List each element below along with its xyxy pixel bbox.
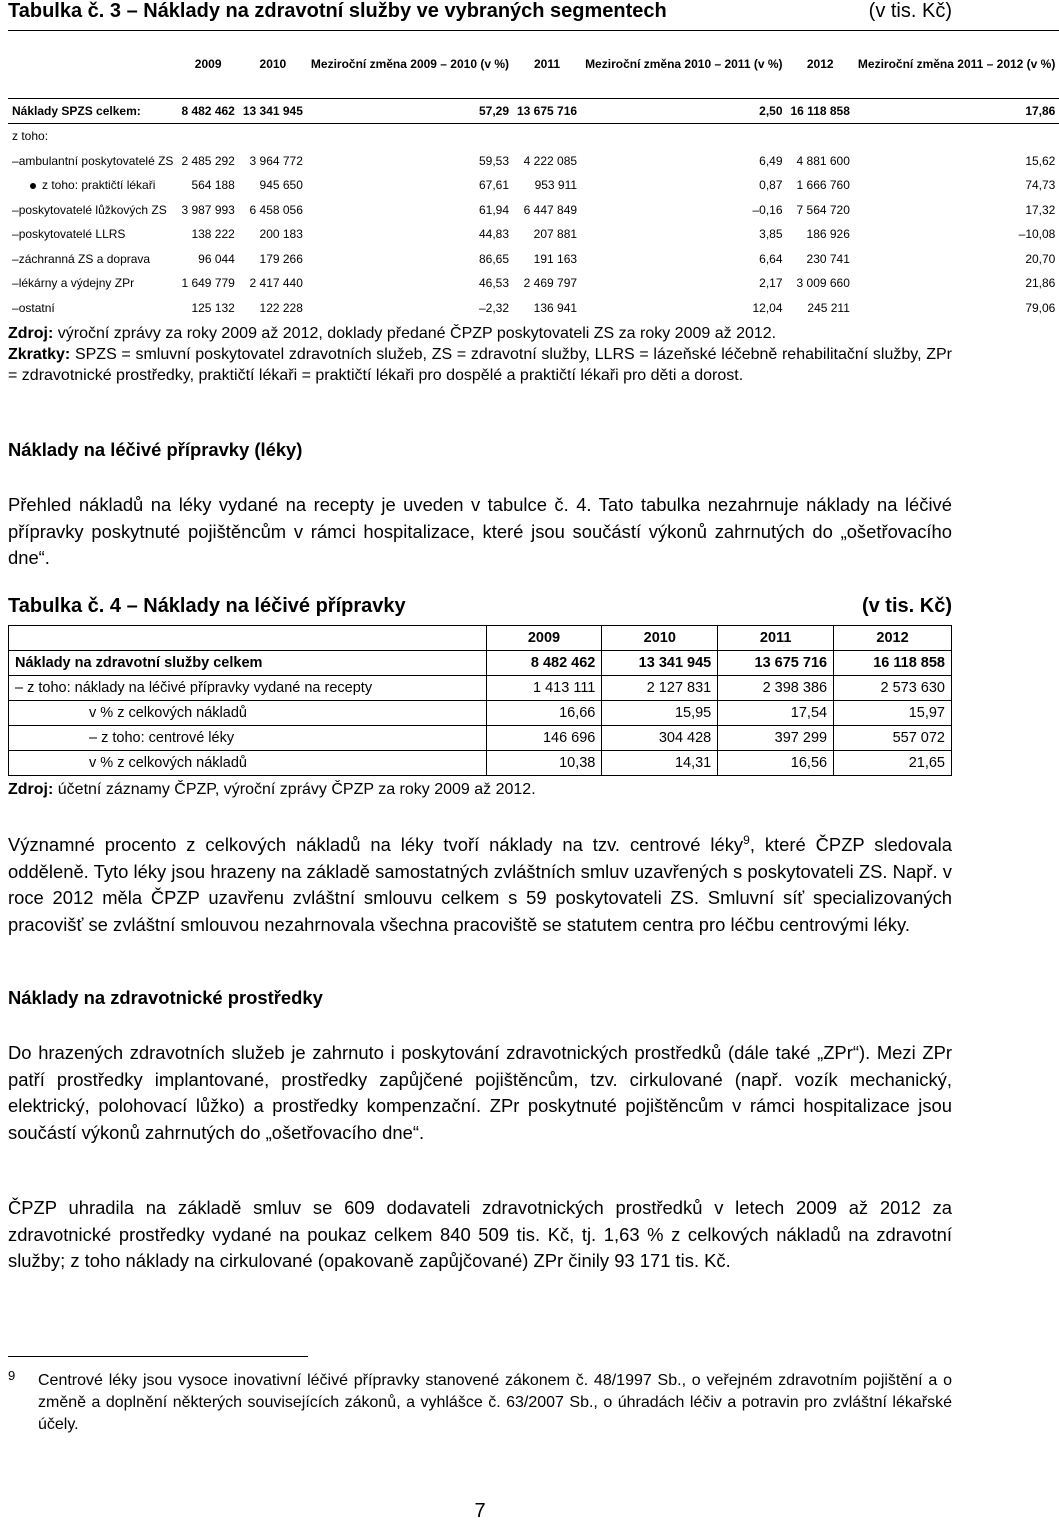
table3-header-cell: 2012 — [787, 31, 854, 99]
cell: 10,38 — [486, 751, 602, 776]
cell: 16,66 — [486, 701, 602, 726]
table-row — [9, 651, 952, 676]
table3-header-cell: 2009 — [177, 31, 238, 99]
cell: 46,53 — [478, 276, 509, 291]
row-label: v % z celkových nákladů — [9, 751, 487, 776]
paragraph-text: Významné procento z celkových nákladů na léky tvoří náklady na tzv. centrové léky — [8, 834, 744, 856]
table4-header-cell: 2009 — [486, 626, 602, 651]
table-row — [8, 222, 1059, 247]
section-heading-devices: Náklady na zdravotnické prostředky — [8, 987, 323, 1008]
cell: 21,65 — [834, 751, 952, 776]
cell: 17,54 — [718, 701, 834, 726]
cell: 16,56 — [718, 751, 834, 776]
row-label: – poskytovatelé LLRS — [12, 227, 125, 241]
source-text: výroční zprávy za roky 2009 až 2012, doklady předané ČPZP poskytovateli ZS za roky 2009 až 2012. — [57, 325, 777, 342]
page-number: 7 — [474, 1500, 486, 1522]
cell: 17,32 — [1025, 202, 1056, 217]
cell: 57,29 — [307, 99, 513, 124]
cell: 200 183 — [259, 227, 303, 242]
cell: 3 964 772 — [249, 153, 303, 168]
table3-title: Tabulka č. 3 – Náklady na zdravotní služby ve vybraných segmentech — [8, 0, 667, 22]
cell: 7 564 720 — [796, 202, 850, 217]
cell: 245 211 — [807, 300, 850, 315]
cell: 2 417 440 — [249, 276, 303, 291]
cell: 17,86 — [854, 99, 1059, 124]
cell: 4 881 600 — [796, 153, 850, 168]
cell: 74,73 — [1025, 178, 1056, 193]
table-row — [8, 198, 1059, 223]
cell: 1 649 779 — [181, 276, 235, 291]
section-heading-drugs: Náklady na léčivé přípravky (léky) — [8, 439, 303, 460]
table4-header-cell: 2012 — [834, 626, 952, 651]
table-row — [8, 173, 1059, 198]
cell: 0,87 — [759, 178, 783, 193]
table3-header-cell: Meziroční změna 2010 – 2011 (v %) — [581, 31, 786, 99]
table4-title: Tabulka č. 4 – Náklady na léčivé přípravky — [8, 595, 406, 617]
source-label: Zdroj: — [8, 325, 54, 342]
cell: 2 573 630 — [834, 676, 952, 701]
cell: 21,86 — [1025, 276, 1056, 291]
table3-header-cell: 2011 — [513, 31, 581, 99]
paragraph-devices-2: ČPZP uhradila na základě smluv se 609 dodavateli zdravotnických prostředků v letech 2009 až 2012 za zdravotnické prostředky vydané na poukaz celkem 840 509 tis. Kč, tj. 1,63 % z celkových nákladů na zdravotní služby; z toho náklady na cirkulované (opakovaně zapůjčované) ZPr činily 93 171 tis. Kč. — [8, 1197, 952, 1271]
table-row — [8, 149, 1059, 174]
cell: 14,31 — [602, 751, 718, 776]
table-row — [9, 701, 952, 726]
cell: 8 482 462 — [486, 651, 602, 676]
abbr-label: Zkratky: — [8, 346, 71, 363]
cell: 6 458 056 — [249, 202, 303, 217]
cell: 12,04 — [752, 300, 783, 315]
bullet-icon — [30, 183, 36, 189]
table3-caption — [8, 0, 952, 23]
cell: 15,95 — [602, 701, 718, 726]
table-row — [9, 751, 952, 776]
table3-total-row — [8, 99, 1059, 124]
cell: 13 675 716 — [513, 99, 581, 124]
cell: 397 299 — [718, 726, 834, 751]
cell: 13 341 945 — [239, 99, 307, 124]
table-row — [8, 247, 1059, 272]
table4-header-row — [9, 626, 952, 651]
cell: 44,83 — [478, 227, 509, 242]
cell: 15,97 — [834, 701, 952, 726]
table3-unit: (v tis. Kč) — [868, 0, 952, 22]
table3-source — [8, 323, 952, 386]
cell: 96 044 — [198, 251, 235, 266]
cell: 79,06 — [1025, 300, 1056, 315]
cell: 3 009 660 — [796, 276, 850, 291]
cell: 67,61 — [478, 178, 509, 193]
cell: 146 696 — [486, 726, 602, 751]
row-label: – lékárny a výdejny ZPr — [12, 276, 134, 290]
row-label: z toho: praktičtí lékaři — [42, 178, 156, 193]
table4-caption — [8, 595, 952, 618]
cell: 122 228 — [259, 300, 303, 315]
paragraph-central-drugs — [8, 827, 952, 938]
row-label: v % z celkových nákladů — [9, 701, 487, 726]
paragraph-drugs: Přehled nákladů na léky vydané na recepty je uveden v tabulce č. 4. Tato tabulka nezahrnuje náklady na léčivé přípravky poskytnuté pojištěncům v rámci hospitalizace, které jsou součástí výkonů zahrnutých do „ošetřovacího dne“. — [8, 494, 952, 568]
table-row — [9, 726, 952, 751]
cell: 138 222 — [191, 227, 235, 242]
cell: 945 650 — [259, 178, 303, 193]
cell: –2,32 — [478, 300, 509, 315]
cell: 125 132 — [191, 300, 235, 315]
cell: –10,08 — [1018, 227, 1056, 242]
table-row — [8, 296, 1059, 321]
table4 — [8, 625, 952, 776]
paragraph-devices-1: Do hrazených zdravotních služeb je zahrnuto i poskytování zdravotnických prostředků (dále také „ZPr“). Mezi ZPr patří prostředky implantované, prostředky zapůjčené pojištěncům, tzv. cirkulované (např. vozík mechanický, elektrický, polohovací lůžko) a prostředky kompenzační. ZPr poskytnuté pojištěncům v rámci hospitalizace jsou součástí výkonů zahrnutých do „ošetřovacího dne“. — [8, 1042, 952, 1143]
cell: 1 413 111 — [486, 676, 602, 701]
cell: 20,70 — [1025, 251, 1056, 266]
cell: 179 266 — [259, 251, 303, 266]
table4-unit: (v tis. Kč) — [861, 595, 952, 617]
footnote-ref: 9 — [743, 833, 750, 847]
table3-of-which-row — [8, 124, 1059, 149]
cell: 6,64 — [759, 251, 783, 266]
table4-source — [8, 779, 952, 800]
table3 — [8, 30, 1059, 320]
row-label: – záchranná ZS a doprava — [12, 252, 150, 266]
cell: 3 987 993 — [181, 202, 235, 217]
table4-header-cell: 2011 — [718, 626, 834, 651]
cell: 186 926 — [806, 227, 850, 242]
row-label: – z toho: centrové léky — [9, 726, 487, 751]
footnote-number: 9 — [8, 1368, 16, 1383]
cell: 16 118 858 — [787, 99, 854, 124]
cell: 8 482 462 — [177, 99, 238, 124]
of-which-label: z toho: — [8, 124, 1059, 149]
table3-header-cell: Meziroční změna 2011 – 2012 (v %) — [854, 31, 1059, 99]
cell: 564 188 — [191, 178, 235, 193]
row-label: Náklady SPZS celkem: — [8, 99, 177, 124]
cell: 136 941 — [533, 300, 578, 315]
table-row — [8, 271, 1059, 296]
cell: 16 118 858 — [834, 651, 952, 676]
source-text: účetní záznamy ČPZP, výroční zprávy ČPZP za roky 2009 až 2012. — [57, 781, 536, 798]
cell: 191 163 — [533, 251, 578, 266]
cell: 15,62 — [1025, 153, 1056, 168]
cell: 2 469 797 — [523, 276, 578, 291]
cell: 2,50 — [581, 99, 786, 124]
abbr-text: SPZS = smluvní poskytovatel zdravotních služeb, ZS = zdravotní služby, LLRS = lázeňské léčebně rehabilitační služby, ZPr = zdravotnické prostředky, praktičtí lékaři = praktičtí lékaři pro dospělé a praktičtí lékaři pro děti a dorost. — [8, 346, 953, 384]
cell: 557 072 — [834, 726, 952, 751]
cell: 2 485 292 — [181, 153, 235, 168]
footnote-text: Centrové léky jsou vysoce inovativní léčivé přípravky stanovené zákonem č. 48/1997 Sb., o veřejném zdravotním pojištění a o změně a doplnění některých souvisejících zákonů, a vyhlášce č. 63/2007 Sb., o úhradách léčiv a potravin pro zvláštní lékařské účely. — [38, 1372, 952, 1433]
cell: 59,53 — [478, 153, 509, 168]
cell: 1 666 760 — [796, 178, 850, 193]
cell: 304 428 — [602, 726, 718, 751]
source-label: Zdroj: — [8, 781, 54, 798]
cell: 207 881 — [533, 227, 578, 242]
table3-header-row — [8, 31, 1059, 99]
row-label: – z toho: náklady na léčivé přípravky vydané na recepty — [9, 676, 487, 701]
table4-header-cell: 2010 — [602, 626, 718, 651]
cell: 2 398 386 — [718, 676, 834, 701]
cell: 13 341 945 — [602, 651, 718, 676]
cell: 2,17 — [759, 276, 783, 291]
cell: 2 127 831 — [602, 676, 718, 701]
cell: 953 911 — [534, 178, 578, 193]
row-label: Náklady na zdravotní služby celkem — [9, 651, 487, 676]
cell: 6,49 — [759, 153, 783, 168]
footnote-divider — [8, 1356, 308, 1357]
cell: 3,85 — [759, 227, 783, 242]
cell: 86,65 — [478, 251, 509, 266]
cell: 230 741 — [806, 251, 850, 266]
cell: 61,94 — [478, 202, 509, 217]
table3-header-cell: Meziroční změna 2009 – 2010 (v %) — [307, 31, 513, 99]
cell: 4 222 085 — [523, 153, 578, 168]
table-row — [9, 676, 952, 701]
paragraph-text: , které ČPZP sledovala odděleně. Tyto léky jsou hrazeny na základě samostatných zvláštních smluv uzavřených s poskytovateli ZS. Např. v roce 2012 měla ČPZP uzavřenu zvláštní smlouvu celkem s 59 poskytovateli ZS. Smluvní síť specializovaných pracovišť se zvláštní smlouvou nezahrnovala všechna pracoviště se statutem centra pro léčbu centrovými léky. — [8, 834, 952, 935]
cell: 6 447 849 — [523, 202, 578, 217]
table3-header-cell: 2010 — [239, 31, 307, 99]
cell: 13 675 716 — [718, 651, 834, 676]
row-label: – ostatní — [12, 301, 55, 315]
cell: –0,16 — [752, 202, 783, 217]
row-label: – poskytovatelé lůžkových ZS — [12, 203, 167, 217]
row-label: – ambulantní poskytovatelé ZS — [12, 154, 173, 168]
